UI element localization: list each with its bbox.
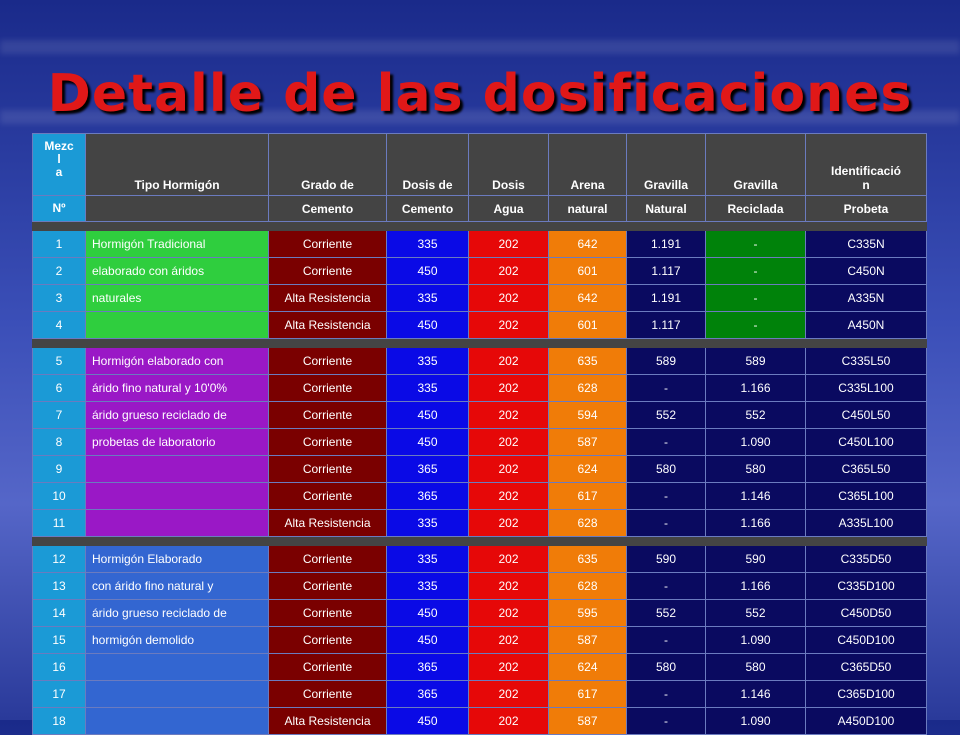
identificacion-probeta: C450L50 bbox=[806, 402, 927, 429]
dosis-cemento: 335 bbox=[387, 546, 469, 573]
arena-natural: 587 bbox=[549, 429, 627, 456]
gravilla-reciclada: - bbox=[706, 258, 806, 285]
tipo-hormigon: probetas de laboratorio bbox=[86, 429, 269, 456]
arena-natural: 635 bbox=[549, 348, 627, 375]
table-row bbox=[33, 231, 927, 258]
tipo-hormigon: hormigón demolido bbox=[86, 627, 269, 654]
table-row bbox=[33, 654, 927, 681]
group-separator bbox=[33, 339, 927, 348]
gravilla-natural: 1.117 bbox=[627, 258, 706, 285]
tipo-hormigon bbox=[86, 681, 269, 708]
mezcla-number: 7 bbox=[33, 402, 86, 429]
gravilla-reciclada: 1.146 bbox=[706, 681, 806, 708]
identificacion-probeta: C365D100 bbox=[806, 681, 927, 708]
table-row bbox=[33, 258, 927, 285]
dosis-agua: 202 bbox=[469, 654, 549, 681]
gravilla-reciclada: 1.146 bbox=[706, 483, 806, 510]
header-gravilla-natural: Gravilla bbox=[627, 134, 706, 196]
grado-cemento: Alta Resistencia bbox=[269, 312, 387, 339]
grado-cemento: Corriente bbox=[269, 348, 387, 375]
table-row bbox=[33, 573, 927, 600]
dosis-agua: 202 bbox=[469, 258, 549, 285]
dosis-cemento: 450 bbox=[387, 258, 469, 285]
header-mezcla: Mezc l a bbox=[33, 134, 86, 196]
gravilla-reciclada: 1.090 bbox=[706, 429, 806, 456]
grado-cemento: Corriente bbox=[269, 258, 387, 285]
table-row bbox=[33, 681, 927, 708]
dosis-cemento: 335 bbox=[387, 573, 469, 600]
tipo-hormigon: naturales bbox=[86, 285, 269, 312]
dosis-cemento: 365 bbox=[387, 483, 469, 510]
dosis-agua: 202 bbox=[469, 231, 549, 258]
tipo-hormigon: árido grueso reciclado de bbox=[86, 600, 269, 627]
gravilla-reciclada: 580 bbox=[706, 456, 806, 483]
dosis-agua: 202 bbox=[469, 708, 549, 735]
gravilla-natural: 1.117 bbox=[627, 312, 706, 339]
gravilla-natural: 552 bbox=[627, 402, 706, 429]
gravilla-natural: 1.191 bbox=[627, 285, 706, 312]
dosificaciones-table bbox=[32, 133, 927, 735]
identificacion-probeta: A335N bbox=[806, 285, 927, 312]
table-row bbox=[33, 375, 927, 402]
arena-natural: 601 bbox=[549, 312, 627, 339]
gravilla-natural: 552 bbox=[627, 600, 706, 627]
header-natural-2: Natural bbox=[627, 196, 706, 222]
identificacion-probeta: C335L50 bbox=[806, 348, 927, 375]
dosis-agua: 202 bbox=[469, 429, 549, 456]
gravilla-natural: - bbox=[627, 510, 706, 537]
arena-natural: 628 bbox=[549, 573, 627, 600]
gravilla-reciclada: 590 bbox=[706, 546, 806, 573]
dosis-cemento: 450 bbox=[387, 429, 469, 456]
identificacion-probeta: C450D100 bbox=[806, 627, 927, 654]
header-gravilla-reciclada: Gravilla bbox=[706, 134, 806, 196]
tipo-hormigon: árido fino natural y 10'0% bbox=[86, 375, 269, 402]
group-separator bbox=[33, 537, 927, 546]
identificacion-probeta: C450L100 bbox=[806, 429, 927, 456]
table-row bbox=[33, 546, 927, 573]
tipo-hormigon bbox=[86, 456, 269, 483]
mezcla-number: 14 bbox=[33, 600, 86, 627]
gravilla-natural: - bbox=[627, 375, 706, 402]
grado-cemento: Corriente bbox=[269, 231, 387, 258]
gravilla-natural: 580 bbox=[627, 456, 706, 483]
gravilla-reciclada: - bbox=[706, 231, 806, 258]
identificacion-probeta: C335L100 bbox=[806, 375, 927, 402]
tipo-hormigon bbox=[86, 312, 269, 339]
gravilla-reciclada: - bbox=[706, 312, 806, 339]
gravilla-natural: 589 bbox=[627, 348, 706, 375]
gravilla-reciclada: 1.166 bbox=[706, 510, 806, 537]
table-row bbox=[33, 429, 927, 456]
grado-cemento: Corriente bbox=[269, 483, 387, 510]
grado-cemento: Alta Resistencia bbox=[269, 285, 387, 312]
dosis-cemento: 365 bbox=[387, 654, 469, 681]
gravilla-reciclada: 1.166 bbox=[706, 573, 806, 600]
identificacion-probeta: C335N bbox=[806, 231, 927, 258]
dosis-agua: 202 bbox=[469, 312, 549, 339]
grado-cemento: Corriente bbox=[269, 681, 387, 708]
grado-cemento: Corriente bbox=[269, 456, 387, 483]
tipo-hormigon: Hormigón Tradicional bbox=[86, 231, 269, 258]
header-natural: natural bbox=[549, 196, 627, 222]
mezcla-number: 1 bbox=[33, 231, 86, 258]
mezcla-number: 10 bbox=[33, 483, 86, 510]
dosis-cemento: 335 bbox=[387, 510, 469, 537]
table-row bbox=[33, 402, 927, 429]
arena-natural: 635 bbox=[549, 546, 627, 573]
identificacion-probeta: C450N bbox=[806, 258, 927, 285]
identificacion-probeta: C335D100 bbox=[806, 573, 927, 600]
dosis-cemento: 335 bbox=[387, 348, 469, 375]
table-row bbox=[33, 708, 927, 735]
arena-natural: 594 bbox=[549, 402, 627, 429]
dosis-agua: 202 bbox=[469, 456, 549, 483]
gravilla-natural: 1.191 bbox=[627, 231, 706, 258]
grado-cemento: Corriente bbox=[269, 600, 387, 627]
grado-cemento: Corriente bbox=[269, 654, 387, 681]
grado-cemento: Corriente bbox=[269, 546, 387, 573]
mezcla-number: 12 bbox=[33, 546, 86, 573]
mezcla-number: 3 bbox=[33, 285, 86, 312]
arena-natural: 587 bbox=[549, 708, 627, 735]
header-cemento-2: Cemento bbox=[387, 196, 469, 222]
mezcla-number: 2 bbox=[33, 258, 86, 285]
header-probeta: Probeta bbox=[806, 196, 927, 222]
identificacion-probeta: A450N bbox=[806, 312, 927, 339]
table-row bbox=[33, 456, 927, 483]
tipo-hormigon bbox=[86, 708, 269, 735]
mezcla-number: 16 bbox=[33, 654, 86, 681]
header-grado: Grado de bbox=[269, 134, 387, 196]
arena-natural: 628 bbox=[549, 510, 627, 537]
dosis-cemento: 365 bbox=[387, 681, 469, 708]
mezcla-number: 4 bbox=[33, 312, 86, 339]
dosis-agua: 202 bbox=[469, 510, 549, 537]
tipo-hormigon: Hormigón elaborado con bbox=[86, 348, 269, 375]
dosis-cemento: 450 bbox=[387, 708, 469, 735]
tipo-hormigon: con árido fino natural y bbox=[86, 573, 269, 600]
mezcla-number: 13 bbox=[33, 573, 86, 600]
header-tipo: Tipo Hormigón bbox=[86, 134, 269, 196]
arena-natural: 587 bbox=[549, 627, 627, 654]
arena-natural: 624 bbox=[549, 456, 627, 483]
tipo-hormigon: elaborado con áridos bbox=[86, 258, 269, 285]
table-row bbox=[33, 627, 927, 654]
identificacion-probeta: C335D50 bbox=[806, 546, 927, 573]
gravilla-natural: - bbox=[627, 429, 706, 456]
dosis-cemento: 450 bbox=[387, 402, 469, 429]
dosis-agua: 202 bbox=[469, 348, 549, 375]
table-row bbox=[33, 312, 927, 339]
gravilla-natural: 590 bbox=[627, 546, 706, 573]
dosis-agua: 202 bbox=[469, 375, 549, 402]
tipo-hormigon: árido grueso reciclado de bbox=[86, 402, 269, 429]
tipo-hormigon bbox=[86, 510, 269, 537]
dosis-cemento: 335 bbox=[387, 231, 469, 258]
header-identificacion: Identificació n bbox=[806, 134, 927, 196]
dosis-agua: 202 bbox=[469, 546, 549, 573]
mezcla-number: 8 bbox=[33, 429, 86, 456]
grado-cemento: Corriente bbox=[269, 429, 387, 456]
identificacion-probeta: C365D50 bbox=[806, 654, 927, 681]
header-cemento: Cemento bbox=[269, 196, 387, 222]
dosis-agua: 202 bbox=[469, 681, 549, 708]
dosis-agua: 202 bbox=[469, 483, 549, 510]
arena-natural: 628 bbox=[549, 375, 627, 402]
header-dosis-agua: Dosis bbox=[469, 134, 549, 196]
dosis-cemento: 335 bbox=[387, 285, 469, 312]
mezcla-number: 15 bbox=[33, 627, 86, 654]
arena-natural: 617 bbox=[549, 483, 627, 510]
dosis-cemento: 335 bbox=[387, 375, 469, 402]
identificacion-probeta: C365L100 bbox=[806, 483, 927, 510]
mezcla-number: 11 bbox=[33, 510, 86, 537]
grado-cemento: Corriente bbox=[269, 573, 387, 600]
dosis-agua: 202 bbox=[469, 600, 549, 627]
gravilla-natural: 580 bbox=[627, 654, 706, 681]
dosis-cemento: 450 bbox=[387, 627, 469, 654]
table-row bbox=[33, 600, 927, 627]
identificacion-probeta: C365L50 bbox=[806, 456, 927, 483]
arena-natural: 595 bbox=[549, 600, 627, 627]
header-reciclada: Reciclada bbox=[706, 196, 806, 222]
grado-cemento: Corriente bbox=[269, 375, 387, 402]
arena-natural: 601 bbox=[549, 258, 627, 285]
table-row bbox=[33, 348, 927, 375]
header-dosis-cemento: Dosis de bbox=[387, 134, 469, 196]
identificacion-probeta: A450D100 bbox=[806, 708, 927, 735]
mezcla-number: 18 bbox=[33, 708, 86, 735]
gravilla-natural: - bbox=[627, 483, 706, 510]
dosis-cemento: 365 bbox=[387, 456, 469, 483]
header-n: Nº bbox=[33, 196, 86, 222]
header-agua: Agua bbox=[469, 196, 549, 222]
gravilla-reciclada: 552 bbox=[706, 600, 806, 627]
gravilla-reciclada: 589 bbox=[706, 348, 806, 375]
tipo-hormigon: Hormigón Elaborado bbox=[86, 546, 269, 573]
table-row bbox=[33, 510, 927, 537]
dosis-agua: 202 bbox=[469, 285, 549, 312]
gravilla-reciclada: 580 bbox=[706, 654, 806, 681]
background-streak bbox=[0, 40, 960, 54]
header-tipo-2 bbox=[86, 196, 269, 222]
table-row bbox=[33, 483, 927, 510]
mezcla-number: 9 bbox=[33, 456, 86, 483]
gravilla-natural: - bbox=[627, 573, 706, 600]
gravilla-reciclada: 1.166 bbox=[706, 375, 806, 402]
arena-natural: 642 bbox=[549, 231, 627, 258]
mezcla-number: 17 bbox=[33, 681, 86, 708]
gravilla-natural: - bbox=[627, 627, 706, 654]
dosis-agua: 202 bbox=[469, 627, 549, 654]
dosis-agua: 202 bbox=[469, 573, 549, 600]
identificacion-probeta: A335L100 bbox=[806, 510, 927, 537]
group-separator bbox=[33, 222, 927, 231]
mezcla-number: 5 bbox=[33, 348, 86, 375]
mezcla-number: 6 bbox=[33, 375, 86, 402]
grado-cemento: Alta Resistencia bbox=[269, 708, 387, 735]
table-row bbox=[33, 285, 927, 312]
arena-natural: 617 bbox=[549, 681, 627, 708]
arena-natural: 624 bbox=[549, 654, 627, 681]
identificacion-probeta: C450D50 bbox=[806, 600, 927, 627]
dosis-cemento: 450 bbox=[387, 600, 469, 627]
header-arena: Arena bbox=[549, 134, 627, 196]
grado-cemento: Alta Resistencia bbox=[269, 510, 387, 537]
gravilla-natural: - bbox=[627, 708, 706, 735]
grado-cemento: Corriente bbox=[269, 402, 387, 429]
gravilla-reciclada: 552 bbox=[706, 402, 806, 429]
dosis-cemento: 450 bbox=[387, 312, 469, 339]
arena-natural: 642 bbox=[549, 285, 627, 312]
tipo-hormigon bbox=[86, 654, 269, 681]
gravilla-reciclada: 1.090 bbox=[706, 708, 806, 735]
gravilla-reciclada: - bbox=[706, 285, 806, 312]
tipo-hormigon bbox=[86, 483, 269, 510]
grado-cemento: Corriente bbox=[269, 627, 387, 654]
page-title: Detalle de las dosificaciones bbox=[47, 64, 913, 124]
gravilla-reciclada: 1.090 bbox=[706, 627, 806, 654]
table-body bbox=[33, 222, 927, 735]
dosis-agua: 202 bbox=[469, 402, 549, 429]
gravilla-natural: - bbox=[627, 681, 706, 708]
